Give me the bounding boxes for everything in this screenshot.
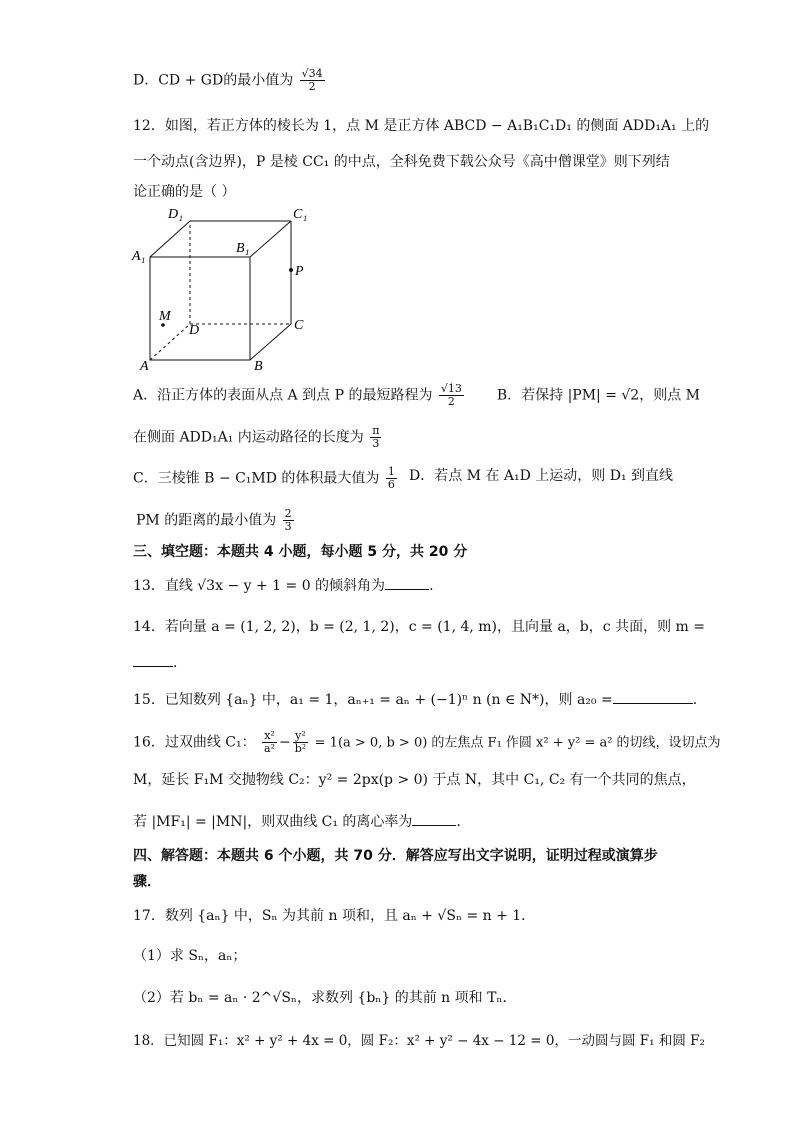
cube-figure bbox=[128, 200, 318, 378]
section-4-heading-line2: 骤． bbox=[133, 874, 161, 890]
fraction-numerator: 1 bbox=[387, 465, 395, 478]
q16-line1 bbox=[133, 730, 721, 755]
q12-option-b-fraction bbox=[370, 425, 381, 450]
q15-text: 15．已知数列 {aₙ} 中，a₁ = 1，aₙ₊₁ = aₙ + (−1)ⁿ n (n ∈ N*)，则 a₂₀ = bbox=[133, 692, 613, 708]
q16-line1-post: = 1(a > 0, b > 0) 的左焦点 F₁ 作圆 x² + y² = a² 的切线，设切点为 bbox=[314, 735, 721, 751]
q14-line2 bbox=[133, 653, 177, 673]
q12-option-d-fraction bbox=[283, 508, 294, 533]
fraction-numerator: √13 bbox=[440, 382, 462, 395]
label-D1: D₁ bbox=[168, 207, 183, 222]
label-B: B bbox=[254, 359, 263, 374]
fraction-denominator: a² bbox=[264, 742, 276, 755]
answer-blank bbox=[613, 691, 693, 704]
q17-part-2: （2）若 bₙ = aₙ · 2^√Sₙ，求数列 {bₙ} 的其前 n 项和 Tₙ． bbox=[133, 990, 517, 1006]
answer-blank bbox=[385, 577, 429, 590]
q16-end: . bbox=[456, 814, 461, 830]
q12-option-a-fraction bbox=[439, 383, 464, 408]
q18-stem: 18．已知圆 F₁：x² + y² + 4x = 0，圆 F₂：x² + y² − 4x − 12 = 0，一动圆与圆 F₁ 和圆 F₂ bbox=[133, 1033, 705, 1049]
q15-end: . bbox=[692, 692, 698, 708]
q11-option-d-text: D．CD + GD的最小值为 bbox=[133, 72, 294, 89]
q12-option-c-text: C．三棱锥 B − C₁MD 的体积最大值为 bbox=[133, 470, 380, 487]
q16-line2: M，延长 F₁M 交抛物线 C₂：y² = 2px(p > 0) 于点 N，其中 C₁, C₂ 有一个共同的焦点， bbox=[133, 772, 696, 788]
label-C: C bbox=[294, 318, 304, 333]
label-A: A bbox=[140, 359, 149, 374]
q17-part-1: （1）求 Sₙ，aₙ； bbox=[133, 948, 247, 964]
label-D: D bbox=[189, 323, 200, 338]
q12-option-d: D．若点 M 在 A₁D 上运动，则 D₁ 到直线 bbox=[409, 468, 674, 484]
q12-stem-line1: 12．如图，若正方体的棱长为 1，点 M 是正方体 ABCD − A₁B₁C₁D₁ 的侧面 ADD₁A₁ 上的 bbox=[133, 118, 710, 134]
q17-stem: 17．数列 {aₙ} 中，Sₙ 为其前 n 项和，且 aₙ + √Sₙ = n + 1． bbox=[133, 908, 536, 924]
fraction-numerator: 2 bbox=[284, 507, 292, 520]
q13 bbox=[133, 576, 434, 596]
q11-option-d-fraction bbox=[300, 68, 325, 93]
q14-line1: 14．若向量 a = (1, 2, 2)，b = (2, 1, 2)，c = (1, 4, m)，且向量 a，b，c 共面，则 m = bbox=[133, 619, 705, 635]
fraction-numerator: y² bbox=[293, 730, 308, 743]
fraction-denominator: 3 bbox=[372, 437, 380, 450]
fraction-numerator: x² bbox=[262, 730, 277, 743]
section-4-heading-line1: 四、解答题：本题共 6 个小题，共 70 分．解答应写出文字说明，证明过程或演算步 bbox=[133, 848, 658, 864]
label-B1: B₁ bbox=[236, 241, 250, 256]
q12-option-b-line2 bbox=[133, 425, 383, 450]
fraction-denominator: 3 bbox=[284, 520, 292, 533]
answer-blank bbox=[133, 654, 173, 667]
q11-option-d bbox=[133, 68, 327, 93]
q12-option-a bbox=[133, 383, 700, 408]
fraction-numerator: π bbox=[372, 424, 380, 437]
q16-fraction-x bbox=[262, 730, 277, 755]
q16-fraction-y bbox=[293, 730, 308, 755]
label-P: P bbox=[295, 264, 304, 279]
section-3-heading: 三、填空题：本题共 4 小题，每小题 5 分，共 20 分 bbox=[133, 544, 468, 560]
q16-line3 bbox=[133, 812, 461, 832]
q16-line1-pre: 16．过双曲线 C₁： bbox=[133, 734, 256, 751]
q12-option-c bbox=[133, 466, 399, 491]
q15 bbox=[133, 690, 697, 710]
label-C1: C₁ bbox=[293, 207, 308, 222]
q16-line3-text: 若 |MF₁| = |MN|，则双曲线 C₁ 的离心率为 bbox=[133, 814, 413, 830]
q12-option-b-line2-text: 在侧面 ADD₁A₁ 内运动路径的长度为 bbox=[133, 429, 364, 446]
q13-end: . bbox=[429, 578, 434, 594]
q12-stem-line2: 一个动点(含边界)，P 是棱 CC₁ 的中点，全科免费下载公众号《高中僧课堂》则下列结 bbox=[133, 154, 670, 170]
label-A1: A₁ bbox=[132, 249, 146, 264]
fraction-denominator: 2 bbox=[308, 80, 316, 93]
q12-option-d-line2 bbox=[136, 508, 296, 533]
fraction-denominator: 6 bbox=[387, 478, 395, 491]
q14-end: . bbox=[173, 655, 178, 671]
q12-stem-line3: 论正确的是（ ） bbox=[133, 184, 236, 200]
fraction-numerator: √34 bbox=[301, 67, 323, 80]
q13-text: 13．直线 √3x − y + 1 = 0 的倾斜角为 bbox=[133, 578, 386, 594]
q12-option-a-text: A．沿正方体的表面从点 A 到点 P 的最短路程为 bbox=[133, 387, 433, 404]
q12-option-d-line2-text: PM 的距离的最小值为 bbox=[136, 512, 277, 529]
q12-option-c-fraction bbox=[386, 466, 397, 491]
q16-minus: − bbox=[279, 734, 291, 751]
fraction-denominator: 2 bbox=[447, 395, 455, 408]
q12-option-b-text: B．若保持 |PM| = √2，则点 M bbox=[496, 387, 700, 404]
fraction-denominator: b² bbox=[294, 742, 307, 755]
answer-blank bbox=[412, 813, 456, 826]
label-M: M bbox=[159, 309, 171, 324]
